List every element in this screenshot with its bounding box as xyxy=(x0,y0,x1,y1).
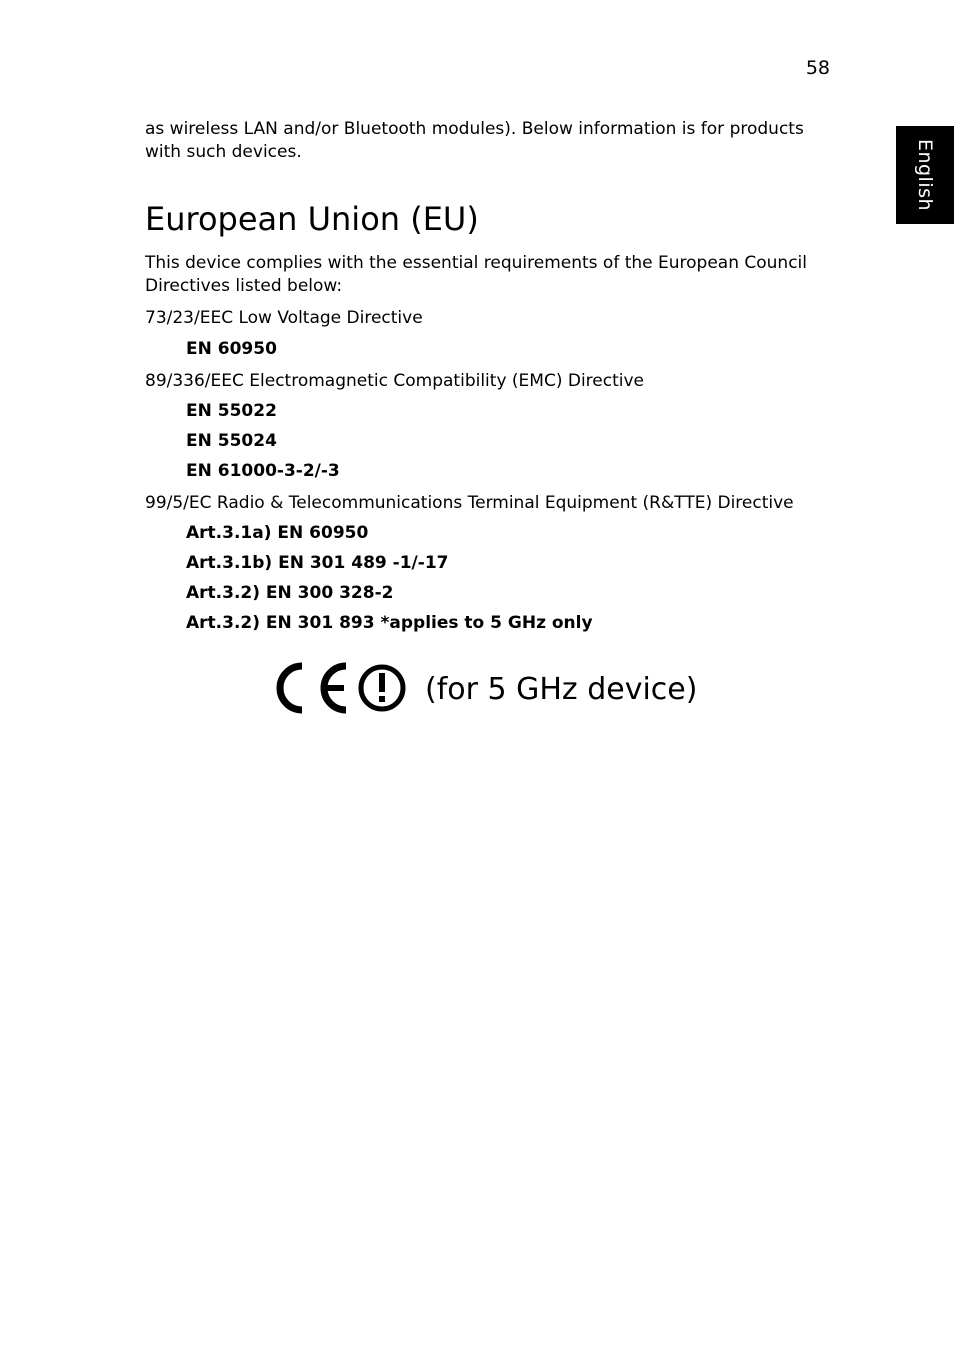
standard-item: EN 61000-3-2/-3 xyxy=(186,461,340,481)
language-tab-label: English xyxy=(914,138,936,212)
standard-item: EN 55024 xyxy=(186,431,277,451)
section-intro: This device complies with the essential requirements of the European Council Directives listed below: xyxy=(145,253,808,296)
standard-item: Art.3.2) EN 301 893 *applies to 5 GHz only xyxy=(186,613,593,633)
intro-paragraph: as wireless LAN and/or Bluetooth modules). Below information is for products with such devices. xyxy=(145,119,804,162)
directive-emc: 89/336/EEC Electromagnetic Compatibility (EMC) Directive xyxy=(145,371,644,391)
standard-item: Art.3.2) EN 300 328-2 xyxy=(186,583,394,603)
ce-mark-caption: (for 5 GHz device) xyxy=(425,672,698,707)
standard-item: EN 60950 xyxy=(186,339,277,359)
language-tab xyxy=(896,126,954,224)
page-number: 58 xyxy=(805,57,830,79)
standard-item: Art.3.1a) EN 60950 xyxy=(186,523,369,543)
directive-rtte: 99/5/EC Radio & Telecommunications Terminal Equipment (R&TTE) Directive xyxy=(145,493,794,513)
ce-alert-mark-icon xyxy=(272,658,422,718)
standard-item: EN 55022 xyxy=(186,401,277,421)
directive-low-voltage: 73/23/EEC Low Voltage Directive xyxy=(145,308,423,328)
section-title: European Union (EU) xyxy=(145,200,479,238)
standard-item: Art.3.1b) EN 301 489 -1/-17 xyxy=(186,553,449,573)
